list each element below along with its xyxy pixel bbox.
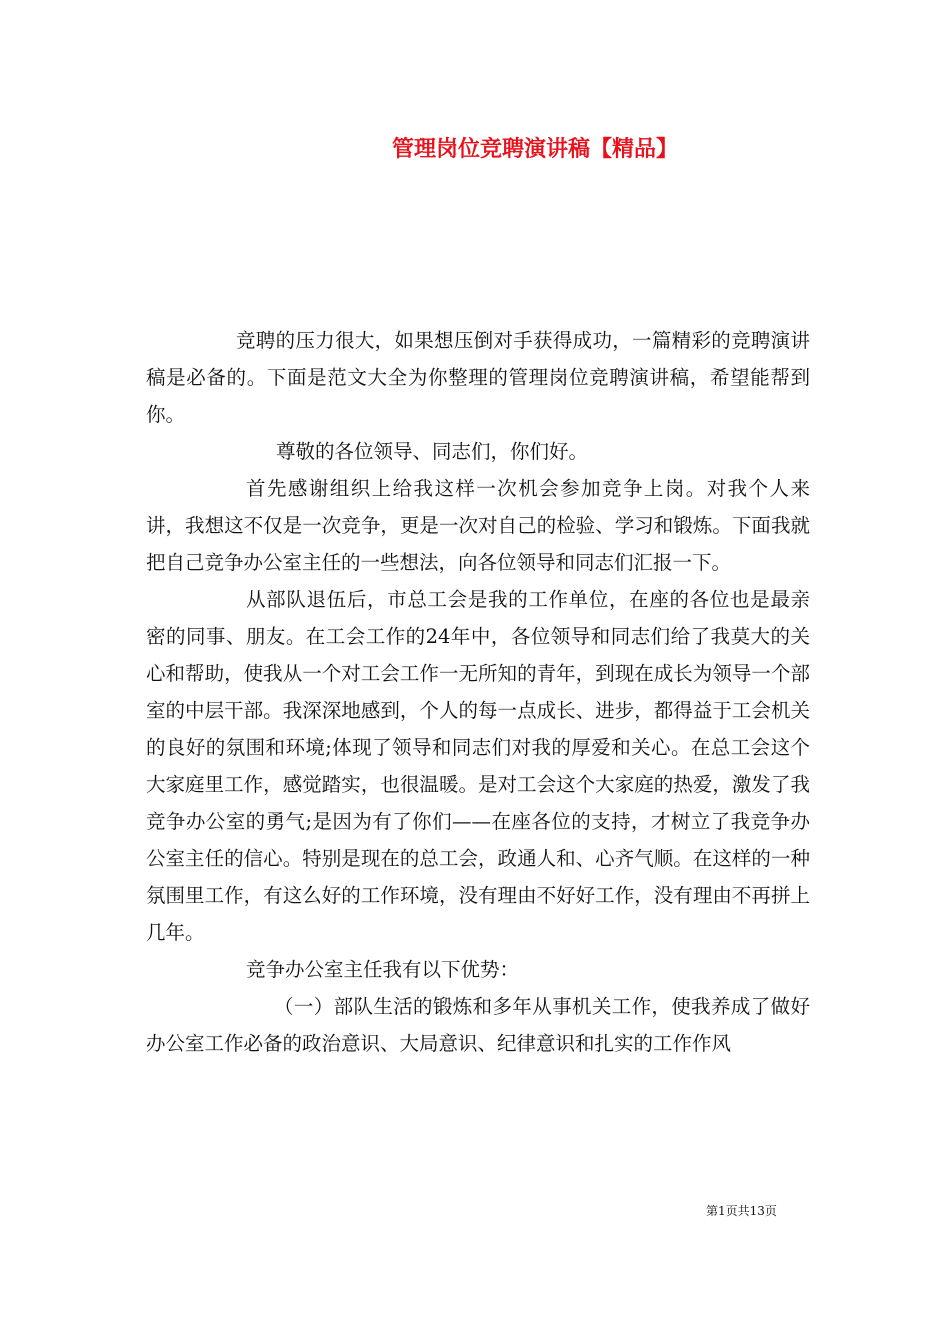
paragraph-advantage-one: （一）部队生活的锻炼和多年从事机关工作，使我养成了做好办公室工作必备的政治意识、大局意识、纪律意识和扎实的工作作风 (146, 995, 810, 1055)
paragraph-advantages-heading: 竞争办公室主任我有以下优势： (246, 958, 520, 981)
paragraph-greeting: 尊敬的各位领导、同志们，你们好。 (276, 440, 589, 463)
document-body (146, 322, 810, 1062)
page-number: 第1页共13页 (706, 1204, 777, 1218)
paragraph-intro: 竞聘的压力很大，如果想压倒对手获得成功，一篇精彩的竞聘演讲稿是必备的。下面是范文大全为你整理的管理岗位竞聘演讲稿，希望能帮到你。 (146, 329, 810, 426)
paragraph-background: 从部队退伍后，市总工会是我的工作单位，在座的各位也是最亲密的同事、朋友。在工会工作的24年中，各位领导和同志们给了我莫大的关心和帮助，使我从一个对工会工作一无所知的青年，到现在成长为领导一个部室的中层干部。我深深地感到，个人的每一点成长、进步，都得益于工会机关的良好的氛围和环境;体现了领导和同志们对我的厚爱和关心。在总工会这个大家庭里工作，感觉踏实，也很温暖。是对工会这个大家庭的热爱，激发了我竞争办公室的勇气;是因为有了你们——在座各位的支持，才树立了我竞争办公室主任的信心。特别是现在的总工会，政通人和、心齐气顺。在这样的一种氛围里工作，有这么好的工作环境，没有理由不好好工作，没有理由不再拼上几年。 (146, 588, 810, 944)
document-title: 管理岗位竞聘演讲稿【精品】 (392, 136, 679, 162)
paragraph-thanks: 首先感谢组织上给我这样一次机会参加竞争上岗。对我个人来讲，我想这不仅是一次竞争，更是一次对自己的检验、学习和锻炼。下面我就把自己竞争办公室主任的一些想法，向各位领导和同志们汇报一下。 (146, 477, 810, 574)
